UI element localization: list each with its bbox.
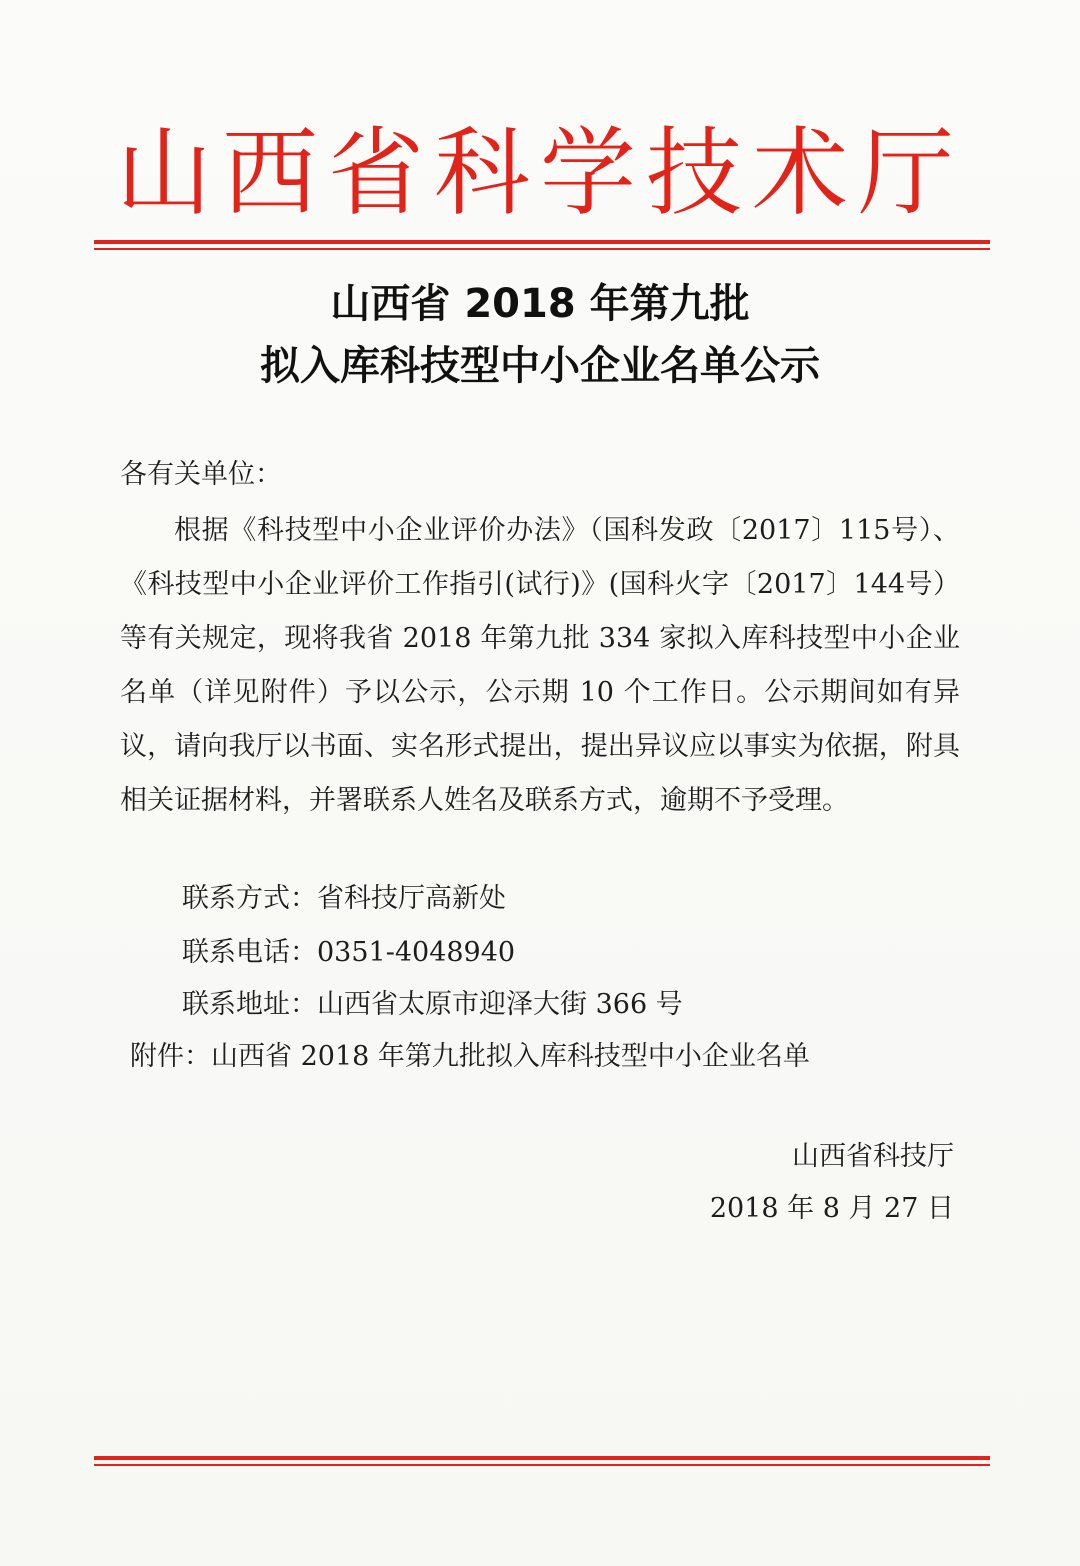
salutation: 各有关单位： (120, 459, 282, 490)
document-title-line-1: 山西省 2018 年第九批 (330, 281, 750, 327)
footer-rule-thick (94, 1456, 990, 1460)
footer-rule-thin (94, 1464, 990, 1466)
signer-organization: 山西省科技厅 (792, 1141, 954, 1172)
footer-red-rule (94, 1456, 990, 1466)
letterhead-org-name: 山西省科学技术厅 (116, 117, 964, 229)
contact-address: 联系地址：山西省太原市迎泽大街 366 号 (182, 989, 683, 1020)
letterhead-red-rule (94, 240, 990, 250)
attachment-note: 附件：山西省 2018 年第九批拟入库科技型中小企业名单 (130, 1041, 810, 1072)
signature-date: 2018 年 8 月 27 日 (709, 1193, 954, 1224)
document-title-line-2: 拟入库科技型中小企业名单公示 (260, 343, 820, 389)
contact-department: 联系方式：省科技厅高新处 (182, 883, 506, 914)
red-rule-thick (94, 240, 990, 244)
red-rule-thin (94, 248, 990, 250)
contact-phone: 联系电话：0351-4048940 (182, 937, 516, 968)
main-paragraph: 根据《科技型中小企业评价办法》（国科发政〔2017〕115号）、《科技型中小企业评价工作指引(试行)》(国科火字〔2017〕144号）等有关规定，现将我省 2018 年第九批 334 家拟入库科技型中小企业名单（详见附件）予以公示，公示期 10 个工作日。公示期间如有异议，请向我厅以书面、实名形式提出，提出异议应以事实为依据，附具相关证据材料，并署联系人姓名及联系方式，逾期不予受理。 (120, 515, 960, 816)
